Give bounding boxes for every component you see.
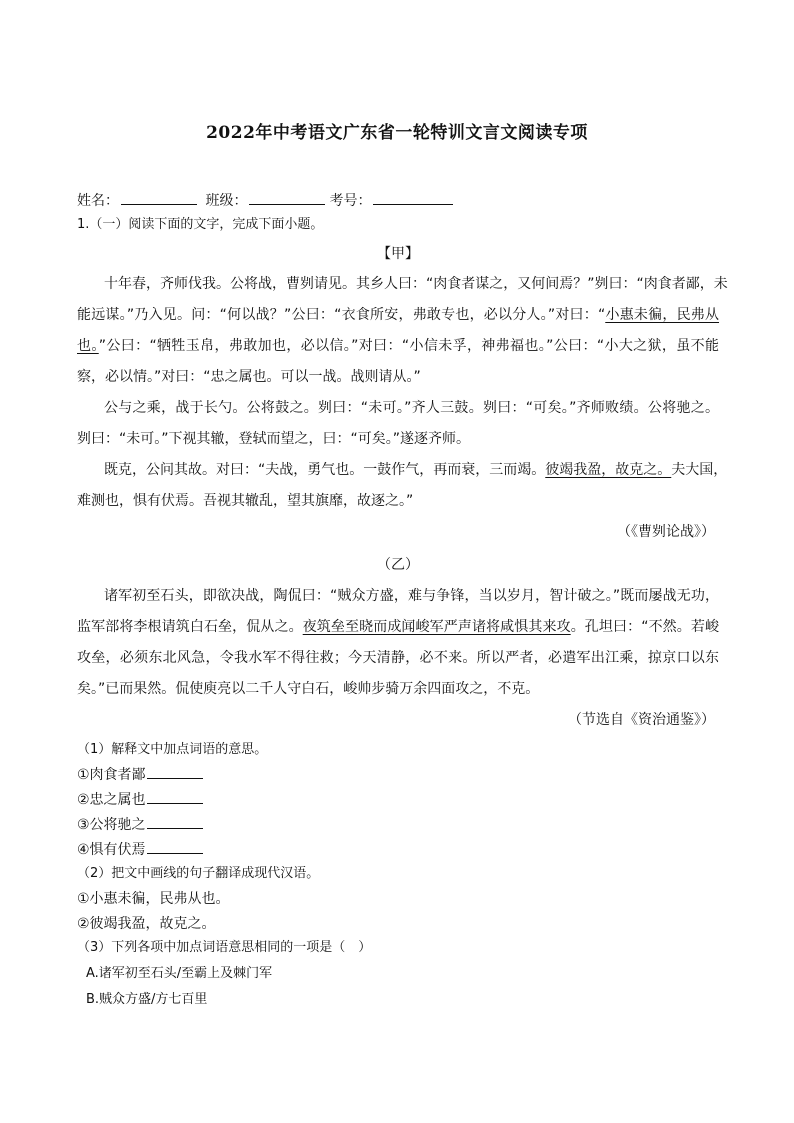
jia-heading: 【甲】 [377, 246, 419, 262]
q1-item [77, 765, 719, 785]
q1-item-label: ④惧有伏焉 [77, 842, 146, 858]
answer-blank[interactable] [147, 765, 203, 779]
yi-line: 攻垒，必须东北风急，令我水军不得往救；今天清静，必不来。所以严者，必遣军出江乘，掠京口以东 [77, 650, 719, 666]
jia-text: 能远谋。”乃入见。问：“何以战？”公曰：“衣食所安，弗敢专也，必以分人。”对曰：“ [77, 307, 606, 323]
student-info-row [77, 191, 719, 211]
jia-text: 既克，公问其故。对曰：“夫战，勇气也。一鼓作气，再而衰，三而竭。 [104, 462, 546, 478]
sub-question-3: （3）下列各项中加点词语意思相同的一项是（ ） [77, 940, 372, 955]
jia-text: 夫大国， [671, 462, 728, 478]
name-blank[interactable] [121, 191, 197, 205]
name-label: 姓名： [77, 193, 119, 209]
jia-text: ”公曰：“牺牲玉帛，弗敢加也，必以信。”对曰：“小信未孚，神弗福也。”公曰：“小大之狱，虽不能 [98, 338, 720, 354]
jia-line: 公与之乘，战于长勺。公将鼓之。刿曰：“未可。”齐人三鼓。刿曰：“可矣。”齐师败绩。公将驰之。 [104, 400, 719, 416]
yi-line [77, 617, 719, 637]
q3-option-b[interactable]: B.贼众方盛/方七百里 [86, 992, 208, 1007]
q3-option-a[interactable]: A.诸军初至石头/至霸上及棘门军 [86, 966, 273, 981]
class-blank[interactable] [249, 191, 325, 205]
yi-source: （节选自《资治通鉴》） [568, 712, 715, 728]
q1-item [77, 815, 719, 835]
question-intro: 1.（一）阅读下面的文字，完成下面小题。 [77, 217, 324, 232]
number-label: 考号： [329, 193, 372, 209]
q1-item-label: ③公将驰之 [77, 817, 146, 833]
page-title: 2022年中考语文广东省一轮特训文言文阅读专项 [206, 123, 588, 143]
answer-blank[interactable] [147, 790, 203, 804]
jia-line: 刿曰：“未可。”下视其辙，登轼而望之，曰：“可矣。”遂逐齐师。 [77, 431, 471, 447]
answer-blank[interactable] [147, 815, 203, 829]
q2-item: ①小惠未徧，民弗从也。 [77, 891, 230, 907]
sub-question-2: （2）把文中画线的句子翻译成现代汉语。 [77, 866, 320, 881]
q1-item-label: ②忠之属也 [77, 792, 146, 808]
q1-item [77, 840, 719, 860]
q1-item [77, 790, 719, 810]
underlined-sentence-3: 夜筑垒至晓而成闻峻军严声诸将咸惧其来攻 [302, 619, 571, 635]
yi-text: 。孔坦曰：“不然。若峻 [570, 619, 719, 635]
sub-question-1: （1）解释文中加点词语的意思。 [77, 742, 268, 757]
q2-item: ②彼竭我盈，故克之。 [77, 916, 216, 932]
underlined-sentence-2: 彼竭我盈，故克之。 [545, 462, 672, 478]
jia-line: 察，必以情。”对曰：“忠之属也。可以一战。战则请从。” [77, 369, 421, 385]
jia-line [104, 460, 728, 480]
jia-line [77, 305, 719, 325]
yi-line: 诸军初至石头，即欲决战，陶侃曰：“贼众方盛，难与争锋，当以岁月，智计破之。”既而屡战无功， [104, 588, 719, 604]
answer-blank[interactable] [147, 840, 203, 854]
underlined-sentence-1-end: 也。 [77, 338, 99, 354]
class-label: 班级： [205, 193, 248, 209]
yi-text: 监军部将李根请筑白石垒，侃从之。 [77, 619, 303, 635]
number-blank[interactable] [373, 191, 453, 205]
jia-line: 难测也，惧有伏焉。吾视其辙乱，望其旗靡，故逐之。” [77, 493, 414, 509]
jia-source: （《曹刿论战》） [617, 524, 715, 540]
yi-heading: （乙） [377, 557, 419, 573]
yi-line: 矣。”已而果然。侃使庾亮以二千人守白石，峻帅步骑万余四面攻之，不克。 [77, 681, 540, 697]
jia-line [77, 336, 719, 356]
jia-line: 十年春，齐师伐我。公将战，曹刿请见。其乡人曰：“肉食者谋之，又何间焉？”刿曰：“肉食者鄙，未 [104, 276, 728, 292]
underlined-sentence-1: 小惠未徧，民弗从 [605, 307, 720, 323]
q1-item-label: ①肉食者鄙 [77, 767, 146, 783]
